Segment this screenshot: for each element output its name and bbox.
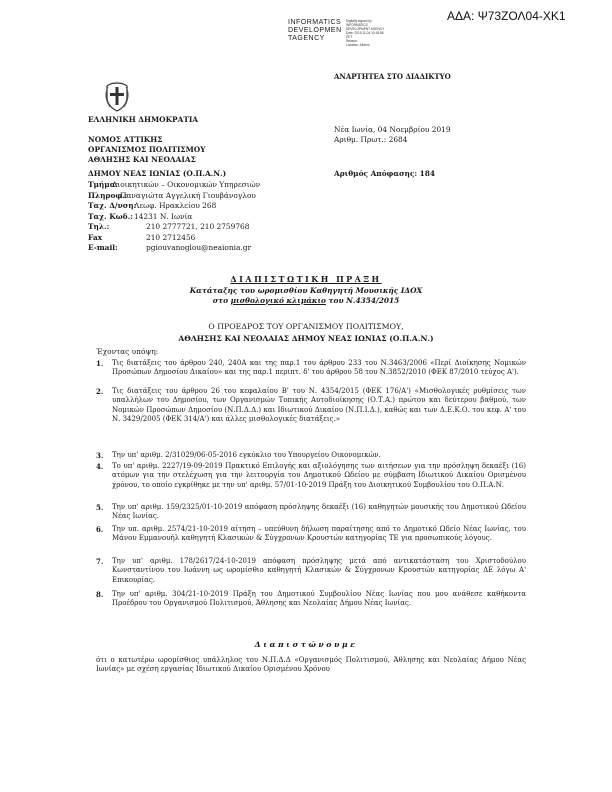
greek-emblem-icon: [104, 82, 130, 112]
organization-line2: ΑΘΛΗΣΗΣ ΚΑΙ ΝΕΟΛΑΙΑΣ: [88, 155, 196, 164]
contact-row: Τηλ.: 210 2777721, 210 2759768: [88, 222, 250, 231]
list-item: 1. Τις διατάξεις του άρθρου 240, 240Α και της παρ.1 του άρθρου 233 του Ν.3463/2006 «Περί Διοίκησης Νομικών Προσώπων Δημοσίου Δικαίου» και της παρ.1 περιπτ. δ' του άρθρου 58 του Ν.3852/2010 (ΦΕΚ 87/2010 τεύχος Α').: [96, 359, 526, 377]
list-item: 8. Την υπ' αριθμ. 304/21-10-2019 Πράξη του Δημοτικού Συμβουλίου Νέας Ιωνίας που μου ανάθεσε καθήκοντα Προέδρου του Οργανισμού Πολιτισμού, Άθλησης και Νεολαίας Δήμου Νέας Ιωνίας.: [96, 590, 526, 608]
contact-row: E-mail: pgiouvanoglou@neaionia.gr: [88, 243, 252, 252]
contact-row: Ταχ. Δ/νση: Λεωφ. Ηρακλείου 268: [88, 201, 217, 210]
protocol-number: Αριθμ. Πρωτ.: 2684: [334, 135, 408, 144]
finding-heading: Διαπιστώνουμε: [254, 640, 358, 649]
contact-row: Τμήμα: Διοικητικών – Οικονομικών Υπηρεσιών: [88, 180, 261, 189]
list-item: 3. Την υπ' αριθμ. 2/31029/06-05-2016 εγκύκλιο του Υπουργείου Οικονομικών.: [96, 451, 381, 460]
republic-heading: ΕΛΛΗΝΙΚΗ ΔΗΜΟΚΡΑΤΙΑ: [88, 115, 199, 124]
list-item: 2. Τις διατάξεις του άρθρου 26 του κεφαλαίου Β' του Ν. 4354/2015 (ΦΕΚ 176/Α') «Μισθολογικές ρυθμίσεις των υπαλλήλων του Δημοσίου, των Οργανισμών Τοπικής Αυτοδιοίκησης (Ο.Τ.Α.) πρώτου και δεύτερου βαθμού, των Νομικών Προσώπων Δημοσίου (Ν.Π.Δ.Δ.) και Ιδιωτικού Δικαίου (Ν.Π.Ι.Δ.), καθώς και των Δ.Ε.Κ.Ο. του κεφ. Α' του Ν. 3429/2005 (ΦΕΚ 314/Α') και άλλες μισθολογικές διατάξεις.»: [96, 387, 526, 424]
list-item: 5. Την υπ' αριθμ. 159/2325/01-10-2019 απόφαση πρόσληψης δεκαέξι (16) καθηγητών μουσικής του Δημοτικού Ωδείου Νέας Ιωνίας.: [96, 503, 526, 521]
logo-line1: INFORMATICS: [288, 19, 342, 26]
president-line1: Ο ΠΡΟΕΔΡΟΣ ΤΟΥ ΟΡΓΑΝΙΣΜΟΥ ΠΟΛΙΤΙΣΜΟΥ,: [208, 322, 404, 331]
having-regard-label: Έχοντας υπόψη:: [96, 347, 159, 356]
contact-row: Πληροφ.: Παναγιώτα Αγγελική Γιουβάνογλου: [88, 190, 256, 200]
email-link[interactable]: pgiouvanoglou@neaionia.gr: [146, 243, 252, 252]
list-item: 6. Την υπ. αριθμ. 2574/21-10-2019 αίτηση – υπεύθυνη δήλωση παραίτησης από το Δημοτικό Ωδείο Νέας Ιωνίας, του Μάνου Εμμανουήλ καθηγητή Κλασικών & Σύγχρονων Κρουστών κατηγορίας ΤΕ για προσωπικούς λόγους.: [96, 525, 526, 543]
document-subtitle-line2: στο μισθολογικό κλιμάκιο του Ν.4354/2015: [212, 296, 400, 305]
decision-number: Αριθμός Απόφασης: 184: [334, 169, 436, 178]
president-line2: ΑΘΛΗΣΗΣ ΚΑΙ ΝΕΟΛΑΙΑΣ ΔΗΜΟΥ ΝΕΑΣ ΙΩΝΙΑΣ (Ο.Π.Α.Ν.): [178, 334, 434, 343]
posted-online-label: ΑΝΑΡΤΗΤΕΑ ΣΤΟ ΔΙΑΔΙΚΤΥΟ: [334, 72, 451, 81]
list-item: 7. Την υπ' αριθμ. 178/2617/24-10-2019 απόφαση πρόσληψης μετά από αντικατάσταση του Χριστοδούλου Κωνσταντίνου του Ιωάννη ως ωρομίσθιο καθηγητή Κλασικών & Σύγχρονων Κρουστών κατηγορίας ΔΕ λόγω Α' Επικουρίας.: [96, 557, 526, 584]
closing-paragraph: ότι ο κατωτέρω ωρομίσθιος υπάλληλος του Ν.Π.Δ.Δ «Οργανισμός Πολιτισμού, Άθλησης και Νεολαίας Δήμου Νέας Ιωνίας» με σχέση εργασίας Ιδιωτικού Δικαίου Ορισμένου Χρόνου: [96, 656, 526, 674]
prefecture-heading: ΝΟΜΟΣ ΑΤΤΙΚΗΣ: [88, 135, 163, 144]
contact-row: Fax 210 2712456: [88, 232, 196, 242]
document-title: ΔΙΑΠΙΣΤΩΤΙΚΗ ΠΡΑΞΗ: [230, 274, 382, 284]
signature-stamp: [276, 17, 416, 57]
organization-line1: ΟΡΓΑΝΙΣΜΟΣ ΠΟΛΙΤΙΣΜΟΥ: [88, 145, 206, 154]
ada-number: ΑΔΑ: Ψ73ΖΟΛ04-ΧΚ1: [447, 9, 566, 23]
logo-line2: DEVELOPMEN: [288, 27, 342, 34]
list-item: 4. Το υπ' αριθμ. 2227/19-09-2019 Πρακτικό Επιλογής και αξιολόγησης των αιτήσεων για την πρόσληψη δεκαέξι (16) ατόμων για την στελέχωση για την λειτουργία του Δημοτικού Ωδείου με σύμβαση Ιδιωτικού Δικαίου Ορισμένου χρόνου, το οποίο εγκρίθηκε με την υπ' αριθμ. 57/01-10-2019 Πράξη του Διοικητικού Συμβουλίου του Ο.Π.Α.Ν.: [96, 462, 526, 489]
signature-fine-print: Digitally signed by INFORMATICS DEVELOPMENT AGENCY Date: 2019.11.04 10:18:56 EET Reason: Location: Athens: [346, 19, 385, 47]
contact-block: [88, 180, 328, 254]
document-subtitle-line1: Κατάταξης του ωρομισθίου Καθηγητή Μουσικής ΙΔΟΧ: [189, 286, 423, 295]
logo-line3: TAGENCY: [288, 35, 325, 42]
place-date: Νέα Ιωνία, 04 Νοεμβρίου 2019: [334, 125, 451, 134]
organization-line3: ΔΗΜΟΥ ΝΕΑΣ ΙΩΝΙΑΣ (Ο.Π.Α.Ν.): [88, 169, 227, 178]
contact-row: Ταχ. Κωδ.: 14231 Ν. Ιωνία: [88, 211, 193, 221]
